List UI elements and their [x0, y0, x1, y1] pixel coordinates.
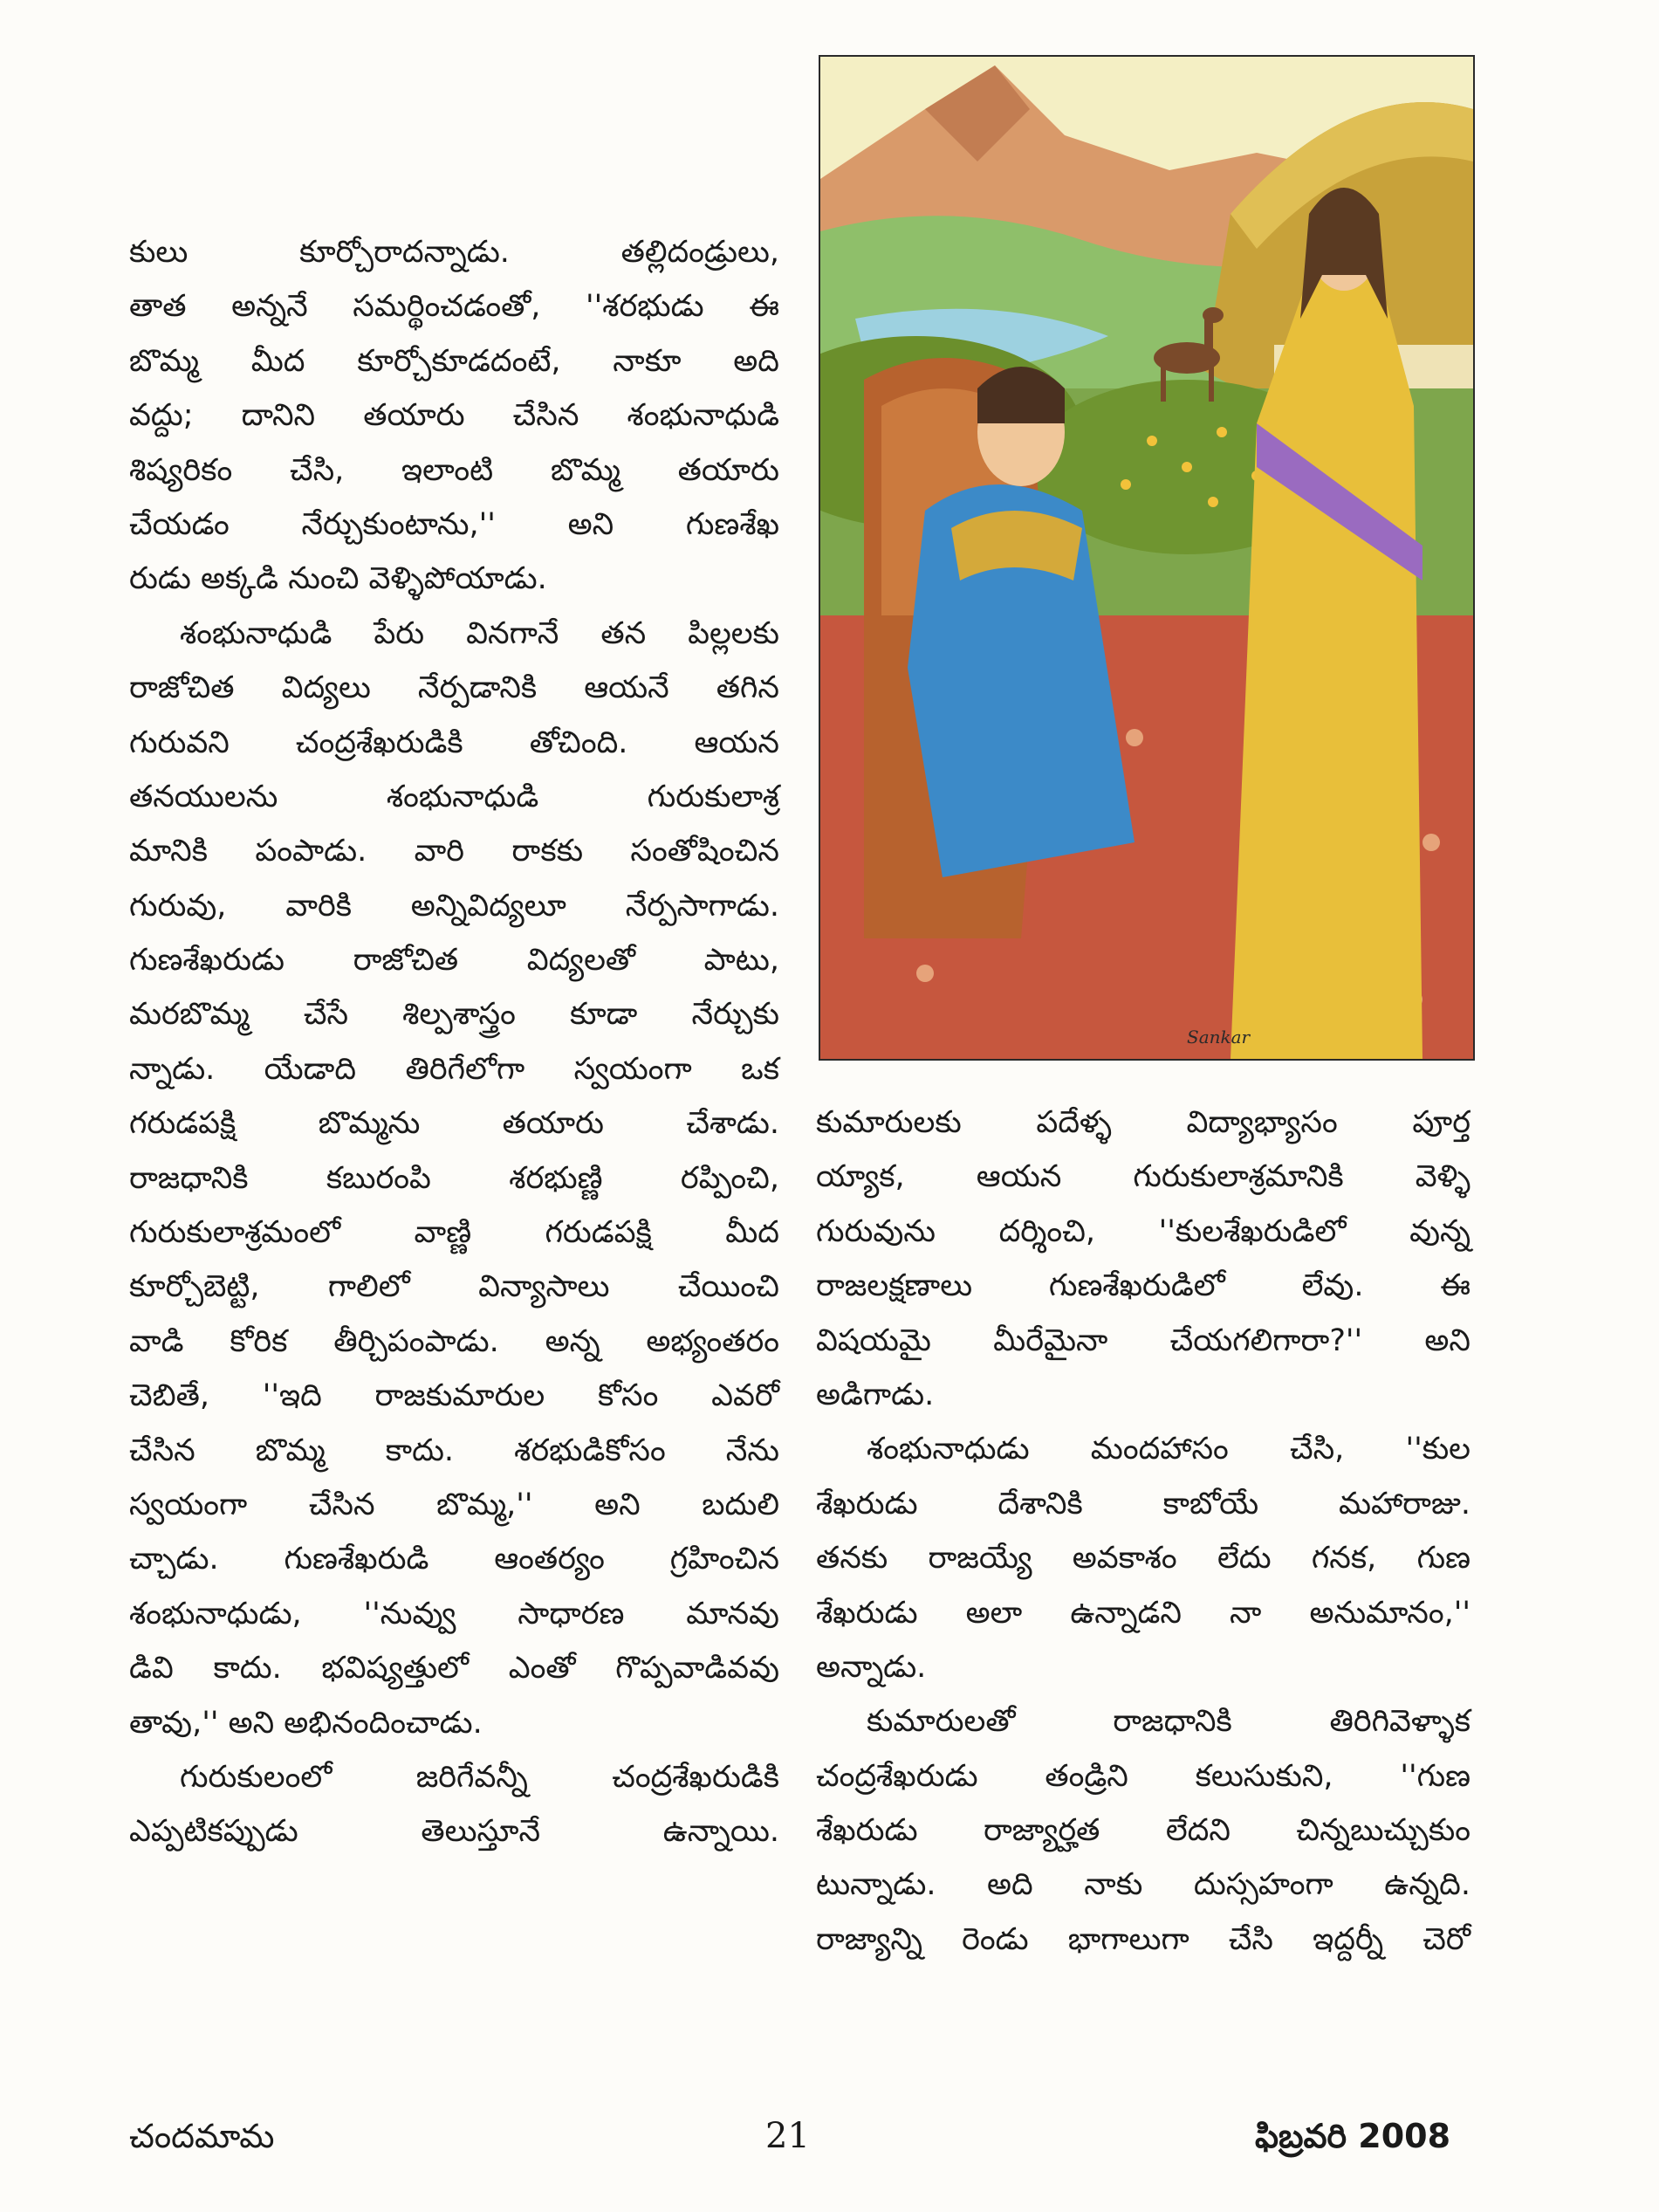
text-line: శంభునాధుడు మందహాసం చేసి, ''కుల [867, 1432, 1470, 1467]
text-line: చ్చాడు. గుణశేఖరుడి ఆంతర్యం గ్రహించిన [129, 1542, 779, 1577]
text-line: అన్నాడు. [816, 1649, 927, 1685]
text-line: తావు,'' అని అభినందించాడు. [129, 1705, 483, 1741]
issue-date: ఫిబ్రవరి 2008 [1255, 2117, 1451, 2155]
text-line: కూర్చోబెట్టి, గాలిలో విన్యాసాలు చేయించి [129, 1269, 779, 1305]
left-text-column [129, 225, 779, 1859]
text-line: మరబొమ్మ చేసే శిల్పశాస్త్రం కూడా నేర్చుకు [129, 997, 779, 1033]
text-line: గురుకులంలో జరిగేవన్నీ చంద్రశేఖరుడికి [180, 1759, 779, 1795]
text-line: గురువును దర్శించి, ''కులశేఖరుడిలో వున్న [816, 1213, 1470, 1249]
text-line: శేఖరుడు అలా ఉన్నాడని నా అనుమానం,'' [816, 1595, 1470, 1631]
illustration-art [820, 57, 1473, 1059]
text-line: వాడి కోరిక తీర్చిపంపాడు. అన్న అభ్యంతరం [129, 1323, 779, 1359]
text-line: రుడు అక్కడి నుంచి వెళ్ళిపోయాడు. [129, 561, 547, 597]
text-line: మానికి పంపాడు. వారి రాకకు సంతోషించిన [129, 834, 779, 869]
text-line: గురువని చంద్రశేఖరుడికి తోచింది. ఆయన [129, 725, 779, 760]
text-line: చేయడం నేర్చుకుంటాను,'' అని గుణశేఖ [129, 506, 779, 542]
text-line: గురువు, వారికి అన్నివిద్యలూ నేర్పసాగాడు. [129, 888, 779, 924]
text-line: రాజోచిత విద్యలు నేర్పడానికి ఆయనే తగిన [129, 670, 779, 706]
text-line: వద్దు; దానిని తయారు చేసిన శంభునాధుడి [129, 398, 779, 434]
text-line: చేసిన బొమ్మ కాదు. శరభుడికోసం నేను [129, 1432, 779, 1468]
right-text-column [816, 1096, 1470, 1967]
text-line: య్యాక, ఆయన గురుకులాశ్రమానికి వెళ్ళి [816, 1159, 1470, 1195]
text-line: శంభునాధుడు, ''నువ్వు సాధారణ మానవు [129, 1596, 779, 1632]
text-line: అడిగాడు. [816, 1377, 935, 1412]
text-line: బొమ్మ మీద కూర్చోకూడదంటే, నాకూ అది [129, 343, 779, 379]
story-illustration [819, 55, 1475, 1061]
text-line: శంభునాధుడి పేరు వినగానే తన పిల్లలకు [180, 615, 779, 651]
text-line: తాత అన్ననే సమర్థించడంతో, ''శరభుడు ఈ [129, 289, 779, 325]
text-line: శిష్యరికం చేసి, ఇలాంటి బొమ్మ తయారు [129, 452, 779, 488]
text-line: రాజ్యాన్ని రెండు భాగాలుగా చేసి ఇద్దర్నీ చెరో [816, 1921, 1470, 1957]
text-line: శేఖరుడు దేశానికి కాబోయే మహారాజు. [816, 1486, 1470, 1522]
text-line: కుమారులకు పదేళ్ళ విద్యాభ్యాసం పూర్త [816, 1105, 1470, 1140]
text-line: గుణశేఖరుడు రాజోచిత విద్యలతో పాటు, [129, 943, 779, 979]
text-line: గురుకులాశ్రమంలో వాణ్ణి గరుడపక్షి మీద [129, 1215, 779, 1251]
text-line: విషయమై మీరేమైనా చేయగలిగారా?'' అని [816, 1322, 1470, 1358]
text-line: రాజధానికి కబురంపి శరభుణ్ణి రప్పించి, [129, 1160, 779, 1196]
text-line: డివి కాదు. భవిష్యత్తులో ఎంతో గొప్పవాడివవు [129, 1651, 779, 1686]
page-number: 21 [765, 2116, 810, 2156]
text-line: తనకు రాజయ్యే అవకాశం లేదు గనక, గుణ [816, 1541, 1470, 1577]
text-line: కులు కూర్చోరాదన్నాడు. తల్లిదండ్రులు, [129, 235, 779, 270]
text-line: రాజలక్షణాలు గుణశేఖరుడిలో లేవు. ఈ [816, 1268, 1470, 1304]
text-line: స్వయంగా చేసిన బొమ్మ,'' అని బదులి [129, 1487, 779, 1522]
text-line: కుమారులతో రాజధానికి తిరిగివెళ్ళాక [867, 1704, 1470, 1740]
text-line: చంద్రశేఖరుడు తండ్రిని కలుసుకుని, ''గుణ [816, 1758, 1470, 1794]
text-line: శేఖరుడు రాజ్యార్హత లేదని చిన్నబుచ్చుకుం [816, 1813, 1470, 1849]
text-line: ఎప్పటికప్పుడు తెలుస్తూనే ఉన్నాయి. [129, 1814, 779, 1850]
text-line: చెబితే, ''ఇది రాజకుమారుల కోసం ఎవరో [129, 1378, 779, 1414]
text-line: తనయులను శంభునాధుడి గురుకులాశ్ర [129, 779, 779, 814]
text-line: టున్నాడు. అది నాకు దుస్సహంగా ఉన్నది. [816, 1867, 1470, 1903]
artist-signature: Sankar [1187, 1027, 1251, 1048]
text-line: న్నాడు. యేడాది తిరిగేలోగా స్వయంగా ఒక [129, 1051, 779, 1087]
magazine-name: చందమామ [129, 2117, 275, 2155]
text-line: గరుడపక్షి బొమ్మను తయారు చేశాడు. [129, 1106, 779, 1142]
